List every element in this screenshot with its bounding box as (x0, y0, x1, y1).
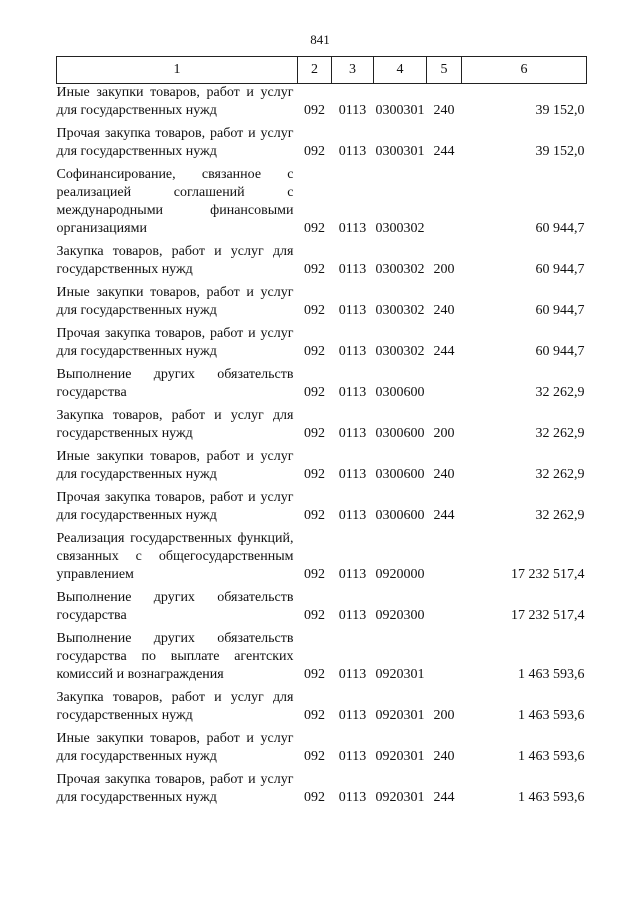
table-row (57, 589, 587, 625)
row-col-5 (427, 530, 462, 584)
row-col-2: 092 (304, 426, 325, 441)
row-name: Выполнение других обязательств государства (56, 367, 294, 400)
row-col-2: 092 (304, 667, 325, 682)
row-col-4: 0300302 (375, 221, 425, 236)
row-amount: 32 262,9 (535, 467, 585, 482)
row-col-4: 0300600 (375, 508, 425, 523)
row-col-3: 0113 (338, 608, 367, 623)
table-row (57, 325, 587, 361)
row-col-5: 200 (433, 426, 455, 441)
row-col-4: 0920301 (375, 667, 425, 682)
row-col-4: 0300600 (375, 467, 425, 482)
row-col-3: 0113 (338, 262, 367, 277)
row-col-2: 092 (304, 708, 325, 723)
row-amount: 1 463 593,6 (518, 708, 585, 723)
row-col-4: 0920301 (375, 708, 425, 723)
row-col-2: 092 (304, 608, 325, 623)
row-col-4: 0300600 (375, 385, 425, 400)
row-col-4: 0300301 (375, 103, 425, 118)
row-amount: 60 944,7 (535, 262, 585, 277)
table-row (57, 530, 587, 584)
row-col-4: 0300600 (375, 426, 425, 441)
row-col-3: 0113 (338, 426, 367, 441)
row-amount: 17 232 517,4 (511, 608, 585, 623)
row-col-5: 244 (433, 344, 455, 359)
table-row (57, 243, 587, 279)
row-col-2: 092 (304, 790, 325, 805)
table-row (57, 730, 587, 766)
row-col-3: 0113 (338, 144, 367, 159)
header-col-1: 1 (57, 57, 298, 84)
row-col-5: 244 (433, 508, 455, 523)
row-name: Выполнение других обязательств государства по выплате агентских комиссий и вознаграждения (56, 631, 294, 682)
row-col-5: 244 (433, 790, 455, 805)
table-row (57, 284, 587, 320)
table-row (57, 407, 587, 443)
row-col-5: 200 (433, 262, 455, 277)
row-col-3: 0113 (338, 467, 367, 482)
row-col-3: 0113 (338, 708, 367, 723)
row-name: Закупка товаров, работ и услуг для государственных нужд (56, 244, 294, 277)
row-col-2: 092 (304, 749, 325, 764)
row-amount: 60 944,7 (535, 303, 585, 318)
row-col-5: 240 (433, 103, 455, 118)
row-name: Выполнение других обязательств государства (56, 590, 294, 623)
row-name: Иные закупки товаров, работ и услуг для государственных нужд (56, 731, 294, 764)
row-amount: 39 152,0 (535, 103, 585, 118)
row-col-2: 092 (304, 103, 325, 118)
row-col-3: 0113 (338, 567, 367, 582)
row-name: Прочая закупка товаров, работ и услуг для государственных нужд (56, 326, 294, 359)
row-col-2: 092 (304, 303, 325, 318)
table-body (57, 84, 587, 808)
row-col-4: 0300302 (375, 262, 425, 277)
row-col-4: 0920301 (375, 749, 425, 764)
row-amount: 32 262,9 (535, 385, 585, 400)
row-col-3: 0113 (338, 221, 367, 236)
row-col-5 (427, 166, 462, 238)
row-col-3: 0113 (338, 508, 367, 523)
row-col-5: 240 (433, 749, 455, 764)
row-name: Прочая закупка товаров, работ и услуг для государственных нужд (56, 490, 294, 523)
row-col-4: 0920301 (375, 790, 425, 805)
row-name: Иные закупки товаров, работ и услуг для государственных нужд (56, 449, 294, 482)
row-name: Иные закупки товаров, работ и услуг для государственных нужд (56, 85, 294, 118)
row-col-5: 240 (433, 467, 455, 482)
table-row (57, 689, 587, 725)
row-amount: 60 944,7 (535, 344, 585, 359)
header-col-2: 2 (298, 57, 332, 84)
row-col-3: 0113 (338, 790, 367, 805)
table-header-row (57, 57, 587, 84)
row-col-2: 092 (304, 508, 325, 523)
row-amount: 1 463 593,6 (518, 749, 585, 764)
row-col-5 (427, 589, 462, 625)
row-col-4: 0300301 (375, 144, 425, 159)
header-col-3: 3 (332, 57, 374, 84)
row-name: Закупка товаров, работ и услуг для государственных нужд (56, 690, 294, 723)
row-amount: 1 463 593,6 (518, 790, 585, 805)
table-row (57, 771, 587, 807)
row-col-2: 092 (304, 385, 325, 400)
row-col-4: 0300302 (375, 303, 425, 318)
row-name: Закупка товаров, работ и услуг для государственных нужд (56, 408, 294, 441)
table-row (57, 125, 587, 161)
row-name: Прочая закупка товаров, работ и услуг для государственных нужд (56, 126, 294, 159)
row-col-5 (427, 366, 462, 402)
row-col-3: 0113 (338, 385, 367, 400)
table-row (57, 366, 587, 402)
page-number: 841 (310, 32, 330, 47)
row-col-3: 0113 (338, 344, 367, 359)
row-col-2: 092 (304, 221, 325, 236)
row-amount: 32 262,9 (535, 426, 585, 441)
row-amount: 32 262,9 (535, 508, 585, 523)
row-col-3: 0113 (338, 303, 367, 318)
row-name: Реализация государственных функций, связанных с общегосударственным управлением (56, 531, 294, 582)
header-col-5: 5 (427, 57, 462, 84)
row-col-2: 092 (304, 567, 325, 582)
row-col-5: 244 (433, 144, 455, 159)
row-col-4: 0920300 (375, 608, 425, 623)
table-row (57, 489, 587, 525)
table-row (57, 166, 587, 238)
row-col-2: 092 (304, 344, 325, 359)
row-amount: 17 232 517,4 (511, 567, 585, 582)
row-col-4: 0920000 (375, 567, 425, 582)
row-col-5: 200 (433, 708, 455, 723)
table-row (57, 448, 587, 484)
header-col-6: 6 (462, 57, 587, 84)
row-col-5: 240 (433, 303, 455, 318)
row-col-2: 092 (304, 467, 325, 482)
row-amount: 60 944,7 (535, 221, 585, 236)
row-name: Прочая закупка товаров, работ и услуг для государственных нужд (56, 772, 294, 805)
row-col-2: 092 (304, 144, 325, 159)
row-col-3: 0113 (338, 667, 367, 682)
row-name: Софинансирование, связанное с реализацией соглашений с международными финансовыми организациями (56, 167, 294, 236)
table-row (57, 84, 587, 121)
table-row (57, 630, 587, 684)
row-col-4: 0300302 (375, 344, 425, 359)
row-amount: 1 463 593,6 (518, 667, 585, 682)
row-col-5 (427, 630, 462, 684)
budget-table (56, 56, 587, 807)
row-name: Иные закупки товаров, работ и услуг для государственных нужд (56, 285, 294, 318)
header-col-4: 4 (374, 57, 427, 84)
row-amount: 39 152,0 (535, 144, 585, 159)
row-col-3: 0113 (338, 749, 367, 764)
row-col-2: 092 (304, 262, 325, 277)
row-col-3: 0113 (338, 103, 367, 118)
